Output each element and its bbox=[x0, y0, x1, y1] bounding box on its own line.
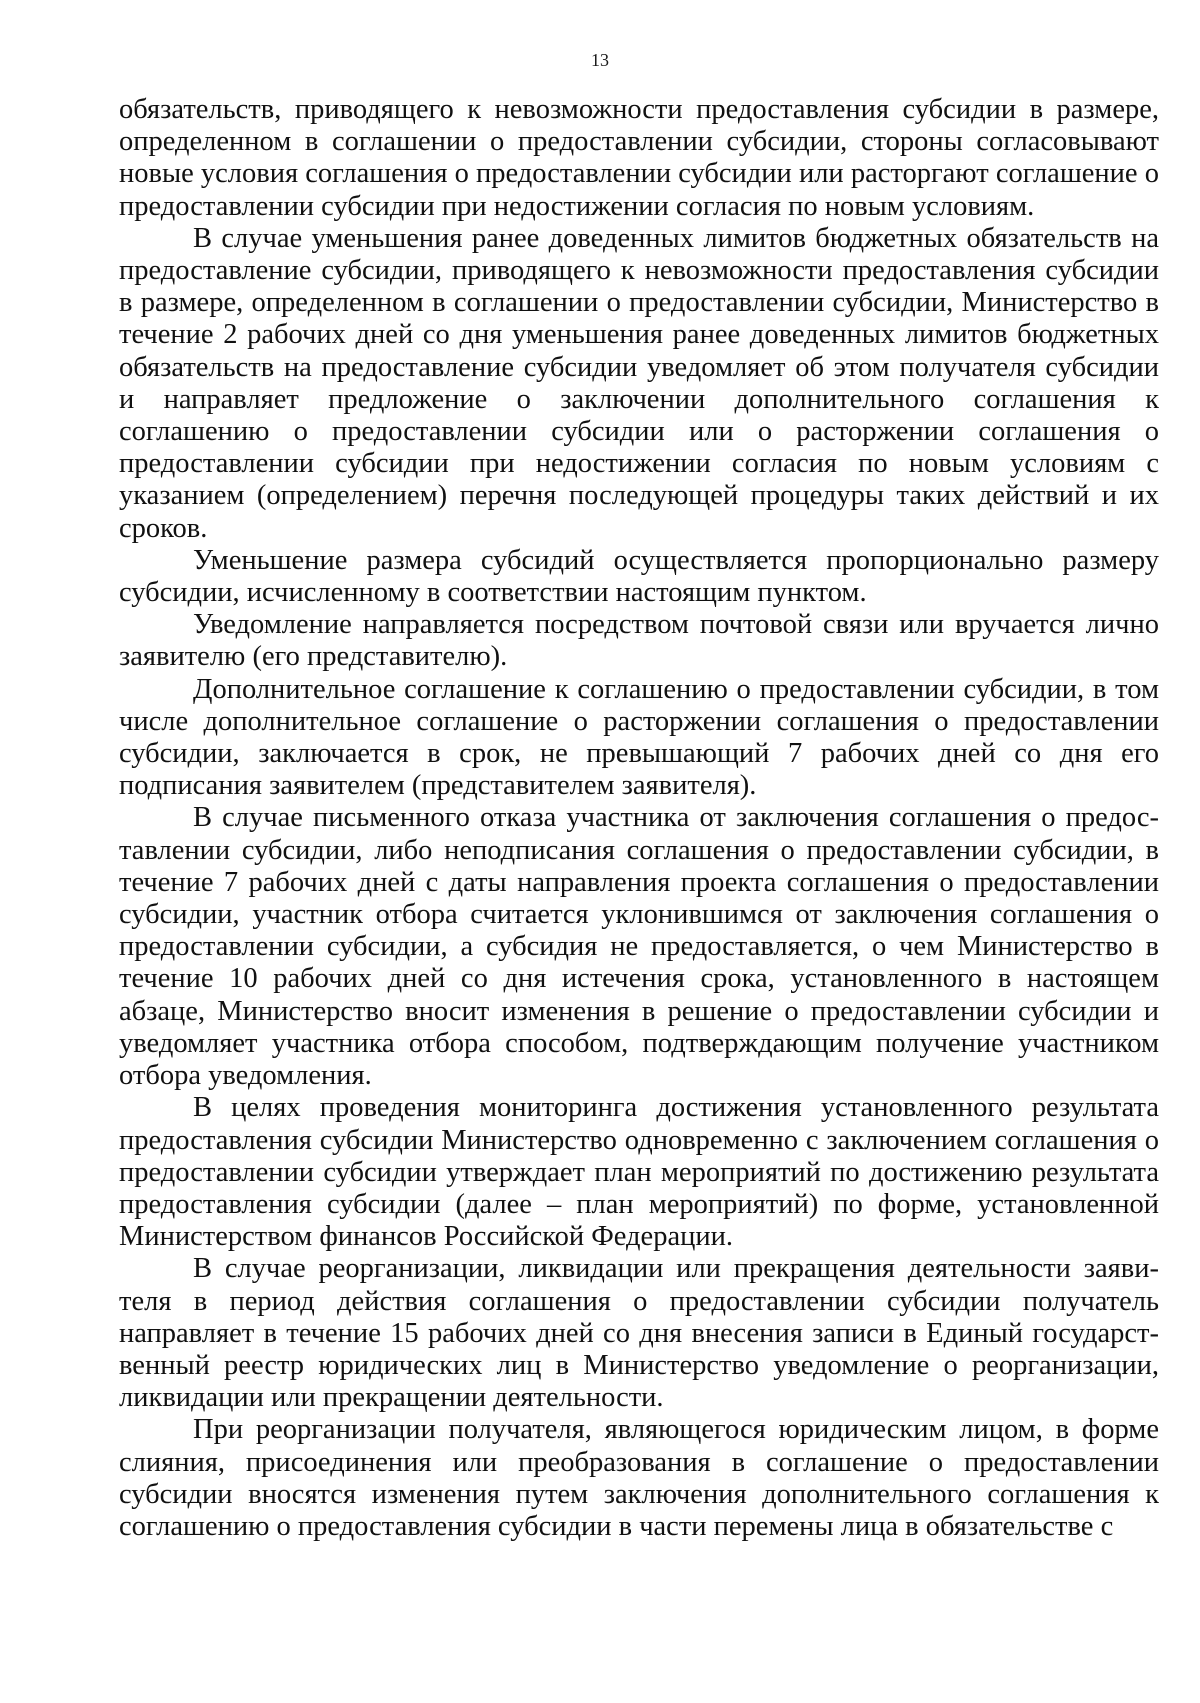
document-body bbox=[119, 94, 1159, 1543]
paragraph-1: обязательств, приводящего к невозможности предоставления субсидии в размере, определенном в соглашении о предоставлении субсидии, стороны согласовывают новые условия соглашения о предоставлении субсидии или расторгают соглашение о предоставлении субсидии при недостижении согласия по новым условиям. bbox=[119, 94, 1159, 222]
page-number: 13 bbox=[591, 50, 609, 70]
paragraph-6: В случае письменного отказа участника от заключения соглашения о предоставлении субсидии, либо неподписания соглашения о предоставлении субсидии, в течение 7 рабочих дней с даты направления проекта соглашения о предоставлении субсидии, участник отбора считается уклонившимся от заключения соглашения о предоставлении субсидии, а субсидия не предоставляется, о чем Министерство в течение 10 рабочих дней со дня истечения срока, установленного в настоящем абзаце, Министерство вносит изменения в решение о предоставлении субсидии и уведомляет участника отбора способом, подтверждающим получение участником отбора уведомления. bbox=[119, 802, 1159, 1092]
paragraph-5: Дополнительное соглашение к соглашению о предоставлении субсидии, в том числе дополнительное соглашение о расторжении соглашения о предоставлении субсидии, заключается в срок, не превышающий 7 рабочих дней со дня его подписания заявителем (представителем заявителя). bbox=[119, 673, 1159, 802]
paragraph-7: В целях проведения мониторинга достижения установленного результата предоставления субсидии Министерство одновременно с заключением соглашения о предоставлении субсидии утверждает план мероприятий по достижению результата предоставления субсидии (далее – план мероприятий) по форме, установленной Министерством финансов Российской Федерации. bbox=[119, 1092, 1159, 1253]
paragraph-4: Уведомление направляется посредством почтовой связи или вручается лично заявителю (его представителю). bbox=[119, 609, 1159, 673]
paragraph-2: В случае уменьшения ранее доведенных лимитов бюджетных обязательств на предоставление субсидии, приводящего к невозможности предоставления субсидии в размере, определенном в соглашении о предоставлении субсидии, Министерство в течение 2 рабочих дней со дня уменьшения ранее доведенных лимитов бюджетных обязательств на предоставление субсидии уведомляет об этом получателя субсидии и направляет предложение о заключении дополнительного соглашения к соглашению о предоставлении субсидии или о расторжении соглашения о предоставлении субсидии при недостижении согласия по новым условиям с указанием (определением) перечня последующей процедуры таких действий и их сроков. bbox=[119, 222, 1159, 544]
paragraph-3: Уменьшение размера субсидий осуществляется пропорционально размеру субсидии, исчисленному в соответствии настоящим пунктом. bbox=[119, 544, 1159, 609]
paragraph-8: В случае реорганизации, ликвидации или прекращения деятельности заявителя в период действия соглашения о предоставлении субсидии получатель направляет в течение 15 рабочих дней со дня внесения записи в Единый государственный реестр юридических лиц в Министерство уведомление о реорганизации, ликвидации или прекращении деятельности. bbox=[119, 1253, 1159, 1414]
paragraph-9: При реорганизации получателя, являющегося юридическим лицом, в форме слияния, присоединения или преобразования в соглашение о предоставлении субсидии вносятся изменения путем заключения дополнительного соглашения к соглашению о предоставления субсидии в части перемены лица в обязательстве с bbox=[119, 1414, 1159, 1542]
